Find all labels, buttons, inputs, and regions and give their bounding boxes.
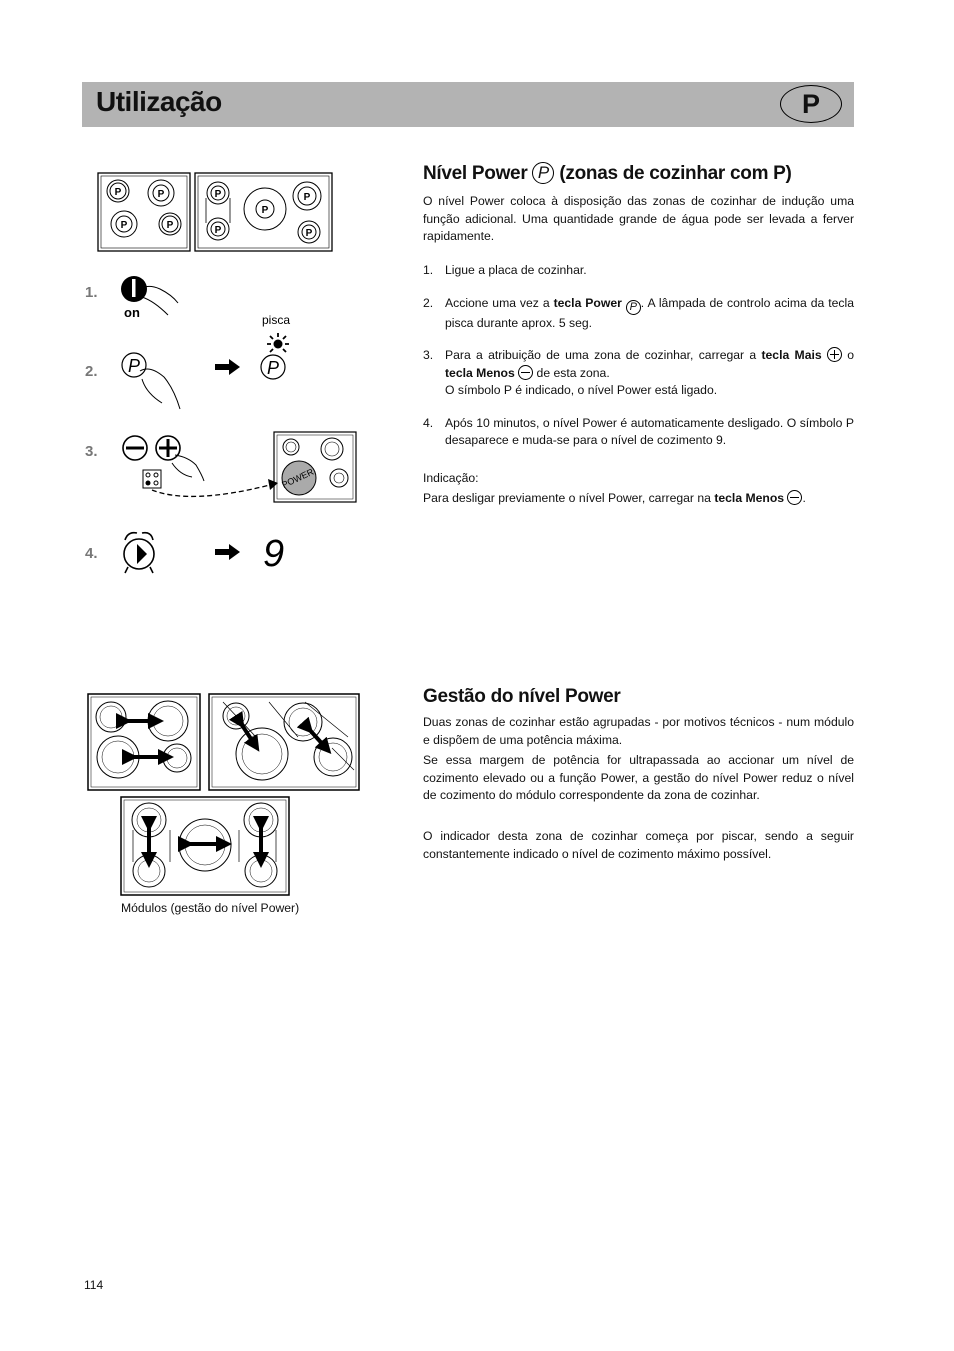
module-diagram-diagonal bbox=[209, 694, 359, 790]
intro-paragraph: O nível Power coloca à disposição das zonas de cozinhar de indução uma função adicional. Uma quantidade grande de água pode ser levada a ferver rapidamente. bbox=[423, 194, 854, 243]
heading-text: Nível Power bbox=[423, 163, 528, 184]
note-text: Para desligar previamente o nível Power, carregar na tecla Menos . bbox=[423, 491, 806, 505]
assignment-arrow bbox=[152, 485, 270, 496]
minus-key-icon bbox=[518, 365, 533, 380]
power-key-icon: P bbox=[626, 300, 641, 315]
module-diagram-five-zones bbox=[121, 797, 289, 895]
page-number: 114 bbox=[84, 1278, 104, 1292]
zone-selector-icon bbox=[143, 470, 161, 488]
power-label: POWER bbox=[280, 466, 316, 491]
p-symbol: P bbox=[114, 187, 122, 198]
p-symbol: P bbox=[214, 189, 222, 200]
minus-key-icon bbox=[123, 436, 147, 460]
display-digit: 9 bbox=[263, 533, 285, 575]
p-symbol: P bbox=[305, 228, 313, 239]
step-label: 1. bbox=[85, 284, 98, 301]
p-symbol: P bbox=[120, 220, 128, 231]
blinking-lamp-icon bbox=[267, 333, 289, 352]
arrow-right-icon bbox=[215, 359, 240, 375]
plus-key-icon bbox=[827, 347, 842, 362]
list-item: 4. Após 10 minutos, o nível Power é automaticamente desligado. O símbolo P desaparece e muda-se para o nível de cozimento 9. bbox=[423, 415, 854, 447]
note-label: Indicação: bbox=[423, 471, 479, 485]
p-symbol: P bbox=[127, 356, 141, 376]
power-key-icon: P bbox=[532, 162, 554, 184]
list-item: 1. Ligue a placa de cozinhar. bbox=[423, 263, 587, 277]
section-heading-power-management: Gestão do nível Power bbox=[423, 686, 621, 707]
paragraph: Duas zonas de cozinhar estão agrupadas - por motivos técnicos - num módulo e dispõem de uma potência máxima. bbox=[423, 715, 854, 747]
step-label: 2. bbox=[85, 363, 98, 380]
power-management-modules-figure bbox=[86, 690, 362, 898]
minus-key-icon bbox=[787, 490, 802, 505]
module-diagram-four-zones bbox=[88, 694, 200, 790]
page-header bbox=[82, 82, 854, 127]
cooktop-power-diagram bbox=[274, 432, 356, 502]
timer-clock-icon bbox=[124, 533, 154, 573]
p-symbol: P bbox=[266, 358, 280, 378]
list-item: 2. Accione uma vez a tecla Power P . A lâmpada de controlo acima da tecla pisca durante aprox. 5 seg. bbox=[423, 295, 854, 330]
cooktop-diagram-four-zones bbox=[98, 173, 190, 251]
step-label: 3. bbox=[85, 443, 98, 460]
p-symbol: P bbox=[261, 205, 269, 216]
paragraph: O indicador desta zona de cozinhar começa por piscar, sendo a seguir constantemente indicado o nível de cozimento máximo possível. bbox=[423, 829, 854, 861]
arrow-right-icon bbox=[215, 544, 240, 560]
cooktop-diagram-five-zones bbox=[195, 173, 332, 251]
plus-key-icon bbox=[156, 436, 204, 481]
step-label: 4. bbox=[85, 545, 98, 562]
page-title: Utilização bbox=[96, 86, 222, 117]
figure-caption: Módulos (gestão do nível Power) bbox=[121, 901, 300, 915]
steps-list bbox=[423, 262, 854, 450]
power-key-icon bbox=[122, 353, 180, 409]
p-symbol: P bbox=[166, 220, 174, 231]
section-heading-power-level bbox=[423, 162, 792, 185]
p-symbol: P bbox=[157, 189, 165, 200]
language-badge: P bbox=[780, 85, 842, 123]
paragraph: Se essa margem de potência for ultrapassada ao accionar um nível de cozimento elevado ou a função Power, a gestão do nível Power reduz o nível de cozimento do módulo correspondente da zona de cozinhar. bbox=[423, 753, 854, 802]
p-symbol: P bbox=[214, 225, 222, 236]
arrowhead-icon bbox=[268, 479, 278, 490]
list-item: 3. Para a atribuição de uma zona de cozinhar, carregar a tecla Mais o tecla Menos de esta zona. O símbolo P é indicado, o nível Power está ligado. bbox=[423, 348, 855, 397]
on-label: on bbox=[124, 305, 140, 320]
heading-text: (zonas de cozinhar com P) bbox=[559, 163, 792, 184]
blink-label: pisca bbox=[262, 313, 291, 327]
power-key-icon bbox=[261, 355, 285, 379]
power-level-figure bbox=[80, 165, 370, 595]
p-symbol: P bbox=[303, 192, 311, 203]
